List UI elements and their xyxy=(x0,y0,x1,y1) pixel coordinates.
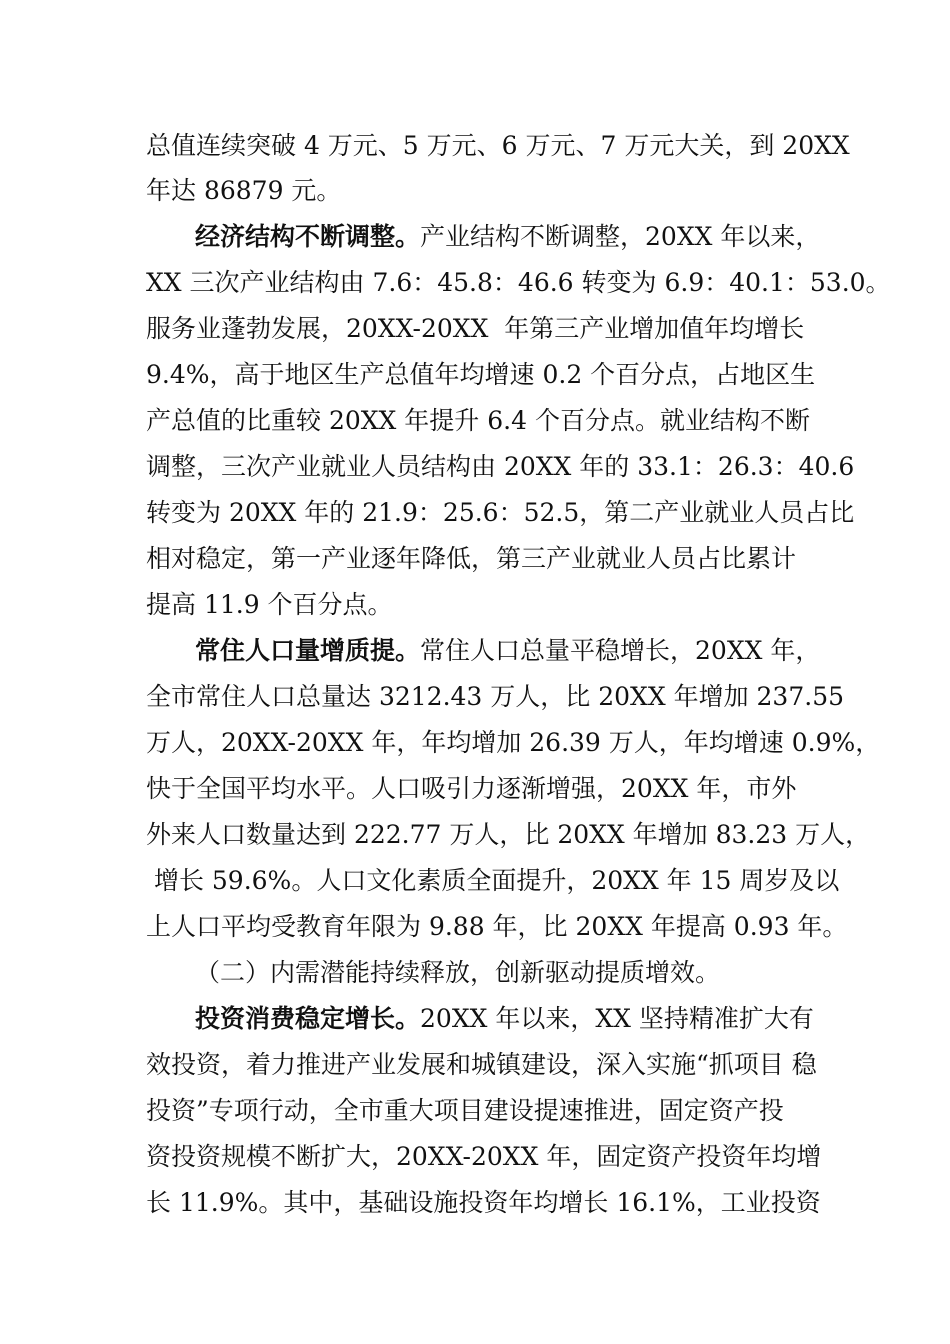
text-run: 常住人口总量平稳增长，20XX 年， xyxy=(420,636,821,665)
section-heading: 投资消费稳定增长。 xyxy=(195,1004,421,1033)
text-line: 9.4%，高于地区生产总值年均增速 0.2 个百分点，占地区生 xyxy=(146,360,816,389)
text-line: 全市常住人口总量达 3212.43 万人，比 20XX 年增加 237.55 xyxy=(146,682,844,711)
text-line: 总值连续突破 4 万元、5 万元、6 万元、7 万元大关，到 20XX xyxy=(146,131,850,160)
text-line: 相对稳定，第一产业逐年降低，第三产业就业人员占比累计 xyxy=(146,544,797,573)
text-line: 快于全国平均水平。人口吸引力逐渐增强，20XX 年，市外 xyxy=(146,774,797,803)
text-line: 年达 86879 元。 xyxy=(146,176,342,205)
text-line: 服务业蓬勃发展，20XX-20XX 年第三产业增加值年均增长 xyxy=(146,314,805,343)
text-line: 资投资规模不断扩大，20XX-20XX 年，固定资产投资年均增 xyxy=(146,1142,822,1171)
text-line: 外来人口数量达到 222.77 万人，比 20XX 年增加 83.23 万人， xyxy=(146,820,871,849)
text-run: 20XX 年以来，XX 坚持精准扩大有 xyxy=(420,1004,814,1033)
text-line: 效投资，着力推进产业发展和城镇建设，深入实施“抓项目 稳 xyxy=(146,1050,817,1079)
section-heading: 常住人口量增质提。 xyxy=(195,636,421,665)
text-line: 万人，20XX-20XX 年，年均增加 26.39 万人，年均增速 0.9%， xyxy=(146,728,881,757)
text-line: 转变为 20XX 年的 21.9：25.6：52.5，第二产业就业人员占比 xyxy=(146,498,855,527)
text-line: 提高 11.9 个百分点。 xyxy=(146,590,393,619)
text-line: 调整，三次产业就业人员结构由 20XX 年的 33.1：26.3：40.6 xyxy=(146,452,855,481)
text-line: XX 三次产业结构由 7.6：45.8：46.6 转变为 6.9：40.1：53.0。 xyxy=(146,268,891,297)
text-line: 长 11.9%。其中，基础设施投资年均增长 16.1%，工业投资 xyxy=(146,1188,821,1217)
text-line: 投资”专项行动，全市重大项目建设提速推进，固定资产投 xyxy=(146,1096,784,1125)
text-line: 增长 59.6%。人口文化素质全面提升，20XX 年 15 周岁及以 xyxy=(146,866,840,895)
paragraph-start-line xyxy=(195,220,820,254)
text-line: 产总值的比重较 20XX 年提升 6.4 个百分点。就业结构不断 xyxy=(146,406,810,435)
paragraph-start-line xyxy=(195,634,820,668)
text-line: 上人口平均受教育年限为 9.88 年，比 20XX 年提高 0.93 年。 xyxy=(146,912,848,941)
section-heading: 经济结构不断调整。 xyxy=(195,222,421,251)
subsection-title: （二）内需潜能持续释放，创新驱动提质增效。 xyxy=(195,958,721,987)
text-run: 产业结构不断调整，20XX 年以来， xyxy=(420,222,821,251)
paragraph-start-line xyxy=(195,1002,814,1036)
